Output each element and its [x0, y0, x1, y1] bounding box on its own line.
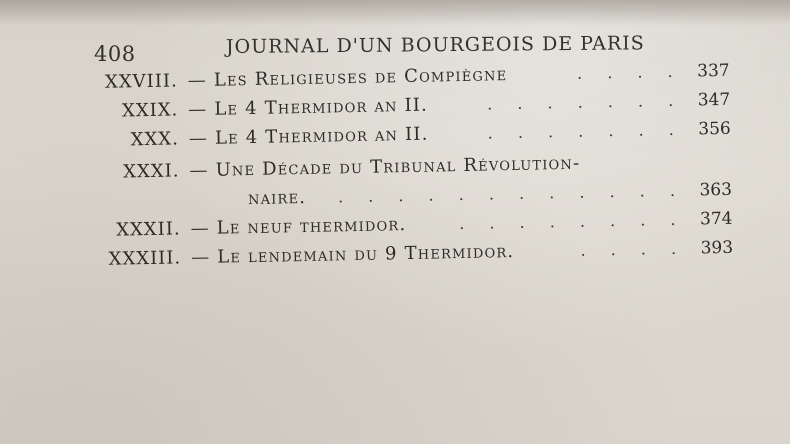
dot-leader — [471, 117, 684, 147]
chapter-title: — Le 4 Thermidor an II. — [188, 123, 429, 150]
chapter-title-continuation: naire. — [247, 186, 307, 210]
chapter-numeral: XXVIII. — [104, 70, 178, 93]
chapter-numeral: XXX. — [130, 128, 180, 151]
page-number: 408 — [94, 42, 136, 66]
chapter-title: — Le lendemain du 9 Thermidor. — [190, 240, 515, 269]
chapter-numeral: XXXII. — [116, 218, 181, 241]
chapter-title: — Le neuf thermidor. — [190, 214, 407, 240]
chapter-page: 356 — [698, 118, 731, 140]
chapter-page: 393 — [700, 237, 734, 259]
chapter-page: 347 — [697, 89, 731, 111]
running-title: JOURNAL D'UN BOURGEOIS DE PARIS — [225, 32, 645, 58]
chapter-page: 374 — [699, 208, 733, 230]
chapter-numeral: XXIX. — [121, 99, 179, 122]
chapter-title: — Le 4 Thermidor an II. — [188, 94, 429, 121]
chapter-page: 363 — [699, 179, 733, 201]
chapter-title: — Les Religieuses de Compiègne — [187, 64, 508, 92]
dot-leader — [442, 207, 685, 238]
dot-leader — [558, 236, 686, 264]
dot-leader — [564, 59, 682, 87]
dot-leader — [317, 178, 685, 211]
dot-leader — [470, 88, 683, 118]
chapter-page: 337 — [697, 60, 730, 82]
chapter-numeral: XXXI. — [123, 160, 180, 183]
chapter-numeral: XXXIII. — [108, 247, 182, 270]
chapter-title: — Une Décade du Tribunal Révolution- — [189, 152, 581, 182]
